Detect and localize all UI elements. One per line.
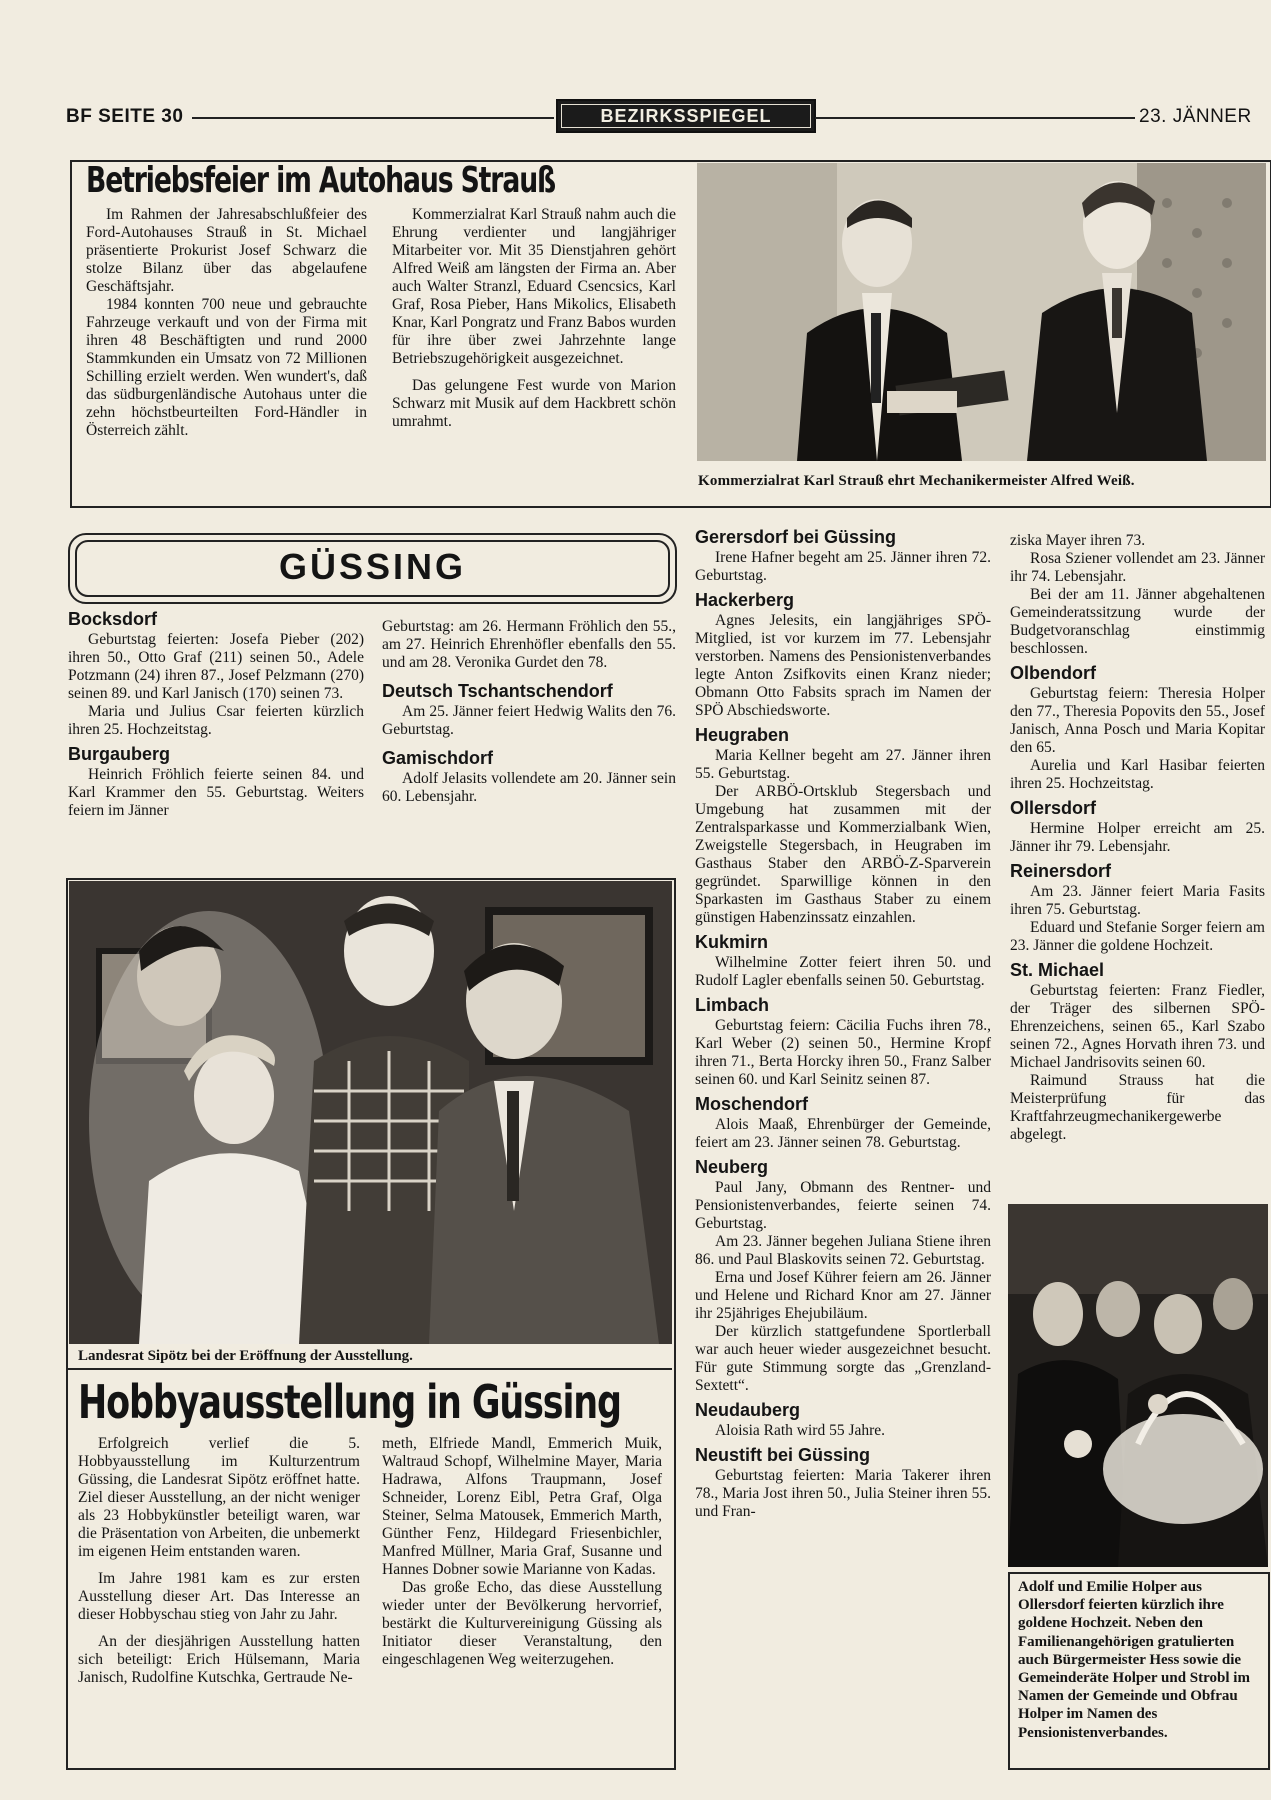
paragraph: Geburtstag feierten: Franz Fiedler, der Träger des silbernen SPÖ-Ehrenzeichens, seinen 65., Karl Szabo seinen 72., Agnes Horvath ihren 73. und Michael Jandrisovits seinen 60. [1010,982,1265,1071]
place-heading: Reinersdorf [1010,861,1112,881]
place-heading: Hackerberg [695,590,795,610]
place-heading: Burgauberg [68,744,171,764]
section-title: GÜSSING [278,546,467,587]
paragraph: Im Jahre 1981 kam es zur ersten Ausstellung dieser Art. Das Interesse an dieser Hobbyschau stieg von Jahr zu Jahr. [78,1570,360,1623]
place-heading: Limbach [695,995,770,1015]
paragraph: meth, Elfriede Mandl, Emmerich Muik, Waltraud Schopf, Wilhelmine Mayer, Maria Hadrawa, Alfons Traupmann, Josef Schneider, Lorenz Eibl, Petra Graf, Olga Steiner, Selma Matousek, Emmerich Marth, Günther Fenz, Hildegard Friesenbichler, Manfred Müllner, Maria Graf, Susanne und Hannes Dobner sowie Marianne von Kadas. [382,1435,662,1578]
section-banner [556,99,816,133]
hobby-caption-rule [68,1368,672,1370]
hobby-col1 [78,1435,360,1687]
paragraph: Erna und Josef Kührer feiern am 26. Jänner und Helene und Richard Knor am 27. Jänner ihr 25jähriges Ehejubiläum. [695,1269,991,1322]
place-heading: Olbendorf [1010,663,1096,683]
paragraph: Erfolgreich verlief die 5. Hobbyausstellung im Kulturzentrum Güssing, die Landesrat Sipötz eröffnet hatte. Ziel dieser Ausstellung, an der nicht weniger als 23 Hobbykünstler beteiligt waren, war die Präsentation von Arbeiten, die unbemerkt im eigenen Heim entstanden waren. [78,1435,360,1560]
paragraph: Geburtstag feierten: Maria Takerer ihren 78., Maria Jost ihren 50., Julia Steiner ihren 55. und Fran- [695,1467,991,1520]
holper-photo-caption: Adolf und Emilie Holper aus Ollersdorf feierten kürzlich ihre goldene Hochzeit. Neben den Familienangehörigen gratulierten auch Bürgermeister Hess sowie die Gemeinderäte Holper und Strobl im Namen der Gemeinde und Obfrau Holper im Namen des Pensionistenverbandes. [1018,1579,1250,1741]
section-banner-label: BEZIRKSSPIEGEL [600,106,772,126]
paragraph: Am 23. Jänner feiert Maria Fasits ihren 75. Geburtstag. [1010,883,1265,918]
guessing-col1 [68,610,364,820]
paragraph: Irene Hafner begeht am 25. Jänner ihren 72. Geburtstag. [695,549,991,584]
paragraph: Paul Jany, Obmann des Rentner- und Pensionistenverbandes, feierte seinen 74. Geburtstag. [695,1179,991,1232]
paragraph: Das gelungene Fest wurde von Marion Schwarz mit Musik auf dem Hackbrett schön umrahmt. [392,377,676,430]
paragraph: Im Rahmen der Jahresabschlußfeier des Ford-Autohauses Strauß in St. Michael präsentierte Prokurist Josef Schwarz die stolze Bilanz über das abgelaufene Geschäftsjahr. [86,206,367,295]
header-rule-left [192,117,554,119]
paragraph: Alois Maaß, Ehrenbürger der Gemeinde, feiert am 23. Jänner seinen 78. Geburtstag. [695,1116,991,1151]
paragraph: Maria Kellner begeht am 27. Jänner ihren 55. Geburtstag. [695,747,991,782]
paragraph: Aloisia Rath wird 55 Jahre. [715,1422,886,1439]
paragraph: Hermine Holper erreicht am 25. Jänner ihr 79. Lebensjahr. [1010,820,1265,855]
paragraph: Das große Echo, das diese Ausstellung wieder unter der Bevölkerung hervorrief, bestärkt die Kulturvereinigung Güssing als Initiator dieser Veranstaltung, den eingeschlagenen Weg weiterzugehen. [382,1579,662,1668]
paragraph: Geburtstag feiern: Theresia Holper den 77., Theresia Popovits den 55., Josef Janisch, Anna Posch und Maria Kopitar den 65. [1010,685,1265,756]
place-heading: Moschendorf [695,1094,809,1114]
guessing-section-frame [68,533,677,604]
place-heading: Neudauberg [695,1400,801,1420]
paragraph: ziska Mayer ihren 73. [1010,532,1146,549]
place-heading: Neuberg [695,1157,769,1177]
paragraph: Wilhelmine Zotter feiert ihren 50. und Rudolf Lagler ebenfalls seinen 50. Geburtstag. [695,954,991,989]
place-heading: Bocksdorf [68,609,158,629]
paragraph: Heinrich Fröhlich feierte seinen 84. und Karl Krammer den 55. Geburtstag. Weiters feiern im Jänner [68,766,364,819]
paragraph: Kommerzialrat Karl Strauß nahm auch die Ehrung verdienter und langjähriger Mitarbeiter vor. Mit 35 Dienstjahren gehört Alfred Weiß am längsten der Firma an. Aber auch Walter Stranzl, Eduard Csencsics, Karl Graf, Rosa Pieber, Hans Mikolics, Elisabeth Knar, Karl Pongratz und Franz Babos wurden für ihre über zwei Jahrzehnte lange Betriebszugehörigkeit ausgezeichnet. [392,206,676,367]
paragraph: Eduard und Stefanie Sorger feiern am 23. Jänner die goldene Hochzeit. [1010,919,1265,954]
paragraph: An der diesjährigen Ausstellung hatten sich beteiligt: Erich Hülsemann, Maria Janisch, Rudolfine Kutschka, Gertraude Ne- [78,1633,360,1686]
paragraph: Geburtstag feierten: Josefa Pieber (202) ihren 50., Otto Graf (211) seinen 50., Adele Potzmann (24) ihren 87., Josef Pelzmann (270) seinen 89. und Karl Janisch (170) seinen 73. [68,631,364,702]
paragraph: Agnes Jelesits, ein langjähriges SPÖ-Mitglied, ist vor kurzem im 77. Lebensjahr verstorben. Namens des Pensionistenverbandes legte Anton Zsifkovits einen Kranz nieder; Obmann Otto Fabsits sprach im Namen der SPÖ Abschiedsworte. [695,612,991,719]
paragraph: Der ARBÖ-Ortsklub Stegersbach und Umgebung hat zusammen mit der Zentralsparkasse und Kommerzialbank Wien, Zweigstelle Stegersbach, in Heugraben im Gasthaus Staber den ARBÖ-Z-Sparverein gegründet. Sparwillige können in den Sparkasten im Gasthaus Staber zu einem günstigen Habenzinssatz einzahlen. [695,783,991,926]
place-heading: Deutsch Tschantschendorf [382,681,613,701]
paragraph: Raimund Strauss hat die Meisterprüfung für das Kraftfahrzeugmechanikergewerbe abgelegt. [1010,1072,1265,1143]
paragraph: Geburtstag feiern: Cäcilia Fuchs ihren 78., Karl Weber (2) seinen 50., Hermine Kropf ihren 71., Berta Horcky ihren 50., Franz Salber seinen 60. und Karl Seinitz seinen 87. [695,1017,991,1088]
holper-photo [1008,1204,1268,1567]
guessing-col2 [382,618,676,806]
strauss-photo [697,163,1266,461]
place-heading: Kukmirn [695,932,769,952]
header-rule-right [815,117,1135,119]
strauss-photo-caption: Kommerzialrat Karl Strauß ehrt Mechanikermeister Alfred Weiß. [698,473,1135,489]
col3-news [695,528,991,1521]
paragraph: Bei der am 11. Jänner abgehaltenen Gemeinderatssitzung wurde der Budgetvoranschlag einstimmig beschlossen. [1010,586,1265,657]
paragraph: Aurelia und Karl Hasibar feierten ihren 25. Hochzeitstag. [1010,757,1265,792]
paragraph: Geburtstag: am 26. Hermann Fröhlich den 55., am 27. Heinrich Ehrenhöfler ebenfalls den 55. und am 28. Veronika Gurdet den 78. [382,618,676,671]
hobby-photo [69,881,672,1344]
place-heading: Ollersdorf [1010,798,1097,818]
place-heading: Neustift bei Güssing [695,1445,871,1465]
place-heading: St. Michael [1010,960,1105,980]
paragraph: Rosa Sziener vollendet am 23. Jänner ihr 74. Lebensjahr. [1010,550,1265,585]
hobby-photo-caption: Landesrat Sipötz bei der Eröffnung der Ausstellung. [78,1348,413,1364]
place-heading: Gerersdorf bei Güssing [695,527,897,547]
award-ceremony-image [697,163,1266,461]
hobby-headline: Hobbyausstellung in Güssing [78,1375,621,1429]
paragraph: Maria und Julius Csar feierten kürzlich ihren 25. Hochzeitstag. [68,703,364,738]
page-label: BF SEITE 30 [66,106,184,127]
golden-wedding-image [1008,1204,1268,1567]
exhibition-opening-image [69,881,672,1344]
hobby-col2 [382,1435,662,1669]
issue-date: 23. JÄNNER [1139,106,1252,127]
strauss-col2 [392,206,676,431]
place-heading: Heugraben [695,725,790,745]
paragraph: Am 25. Jänner feiert Hedwig Walits den 76. Geburtstag. [382,703,676,738]
strauss-col1 [86,206,367,440]
paragraph: Adolf Jelasits vollendete am 20. Jänner sein 60. Lebensjahr. [382,770,676,805]
paragraph: Am 23. Jänner begehen Juliana Stiene ihren 86. und Paul Blaskovits seinen 72. Geburtstag. [695,1233,991,1268]
paragraph: 1984 konnten 700 neue und gebrauchte Fahrzeuge verkauft und von der Firma mit ihren 48 Beschäftigten und rund 2000 Stammkunden ein Umsatz von 72 Millionen Schilling erzielt werden. Wen wundert's, daß das südburgenländische Autohaus unter die zehn höchstbeurteilten Ford-Händler in Österreich zählt. [86,296,367,439]
col4-news [1010,532,1265,1144]
paragraph: Der kürzlich stattgefundene Sportlerball war auch heuer wieder ausgezeichnet besucht. Für gute Stimmung sorgte das „Grenzland-Sextett“. [695,1323,991,1394]
strauss-headline: Betriebsfeier im Autohaus Strauß [86,160,556,201]
place-heading: Gamischdorf [382,748,494,768]
